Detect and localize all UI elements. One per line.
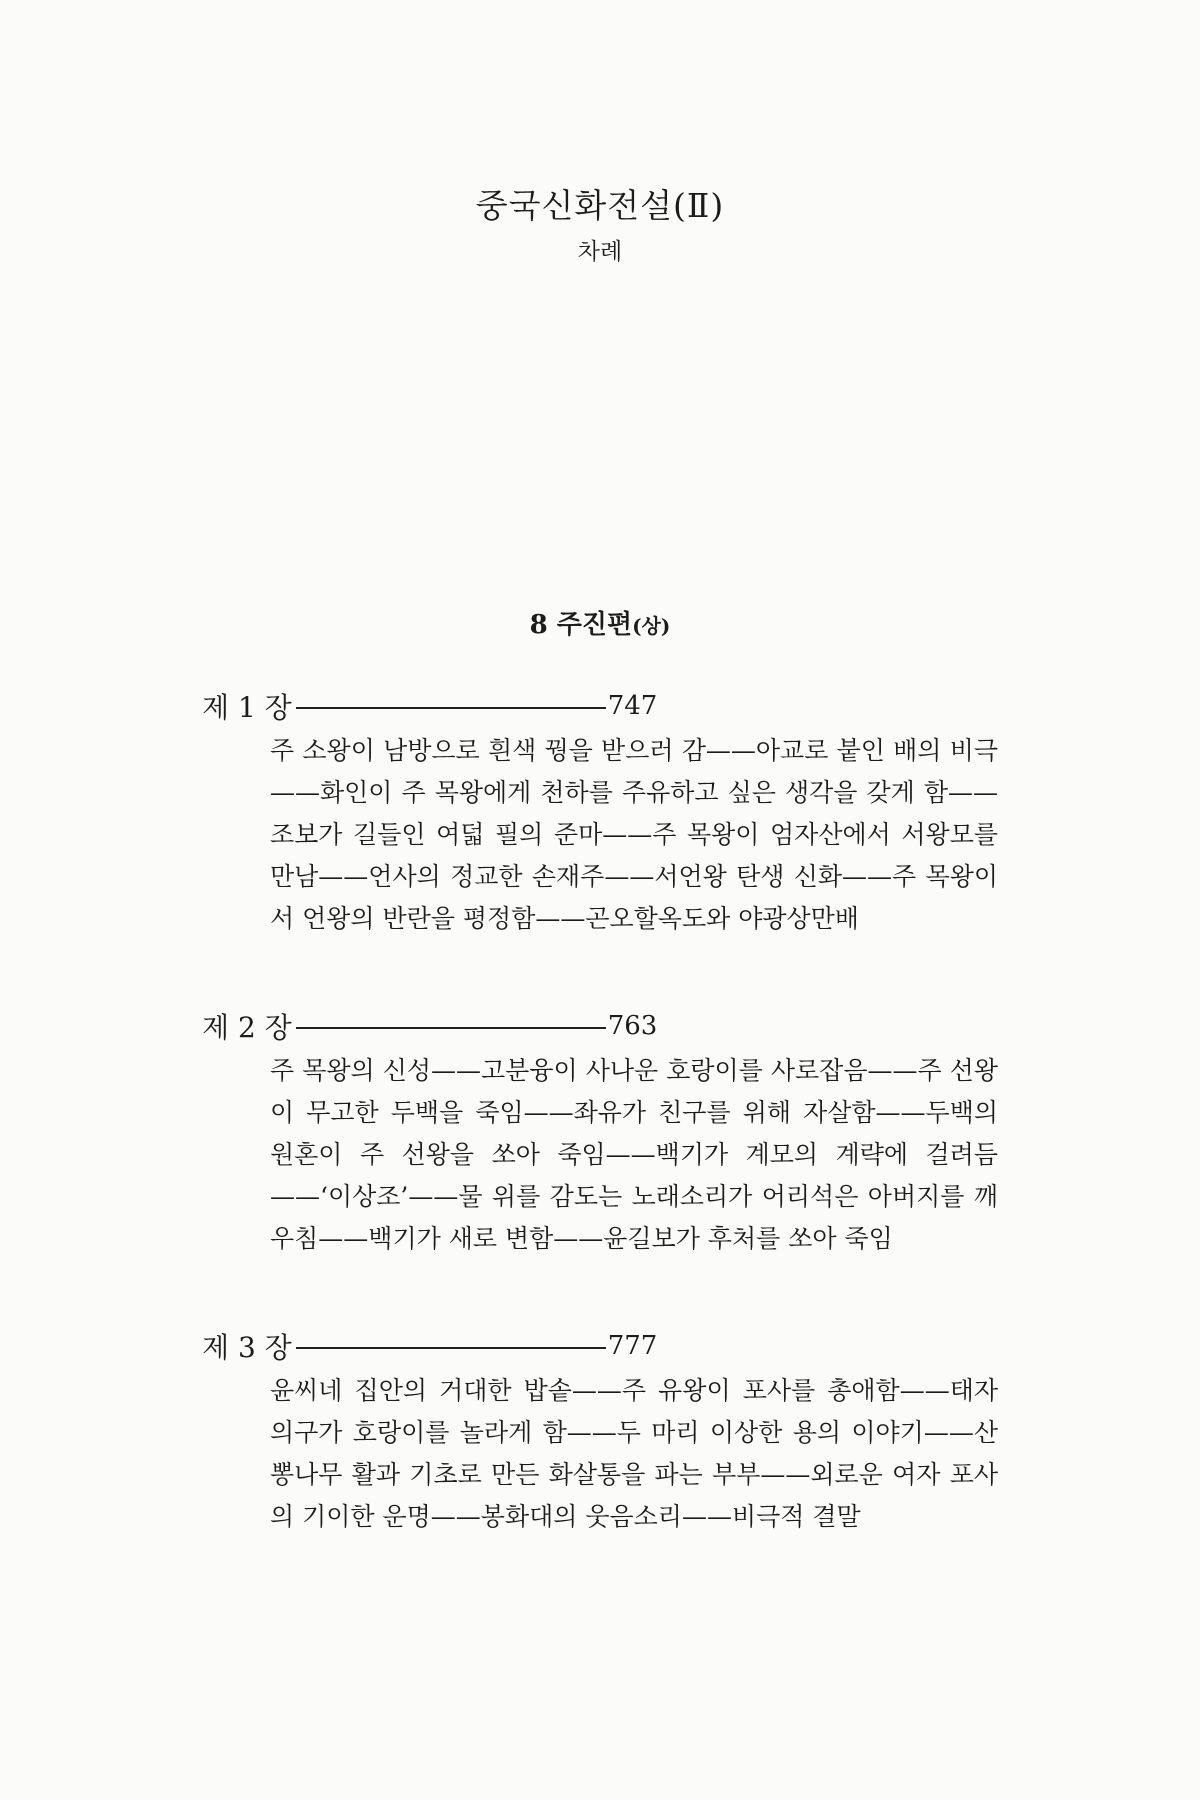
chapter-page-number: 777 [607,1331,658,1361]
part-suffix: (상) [632,614,671,638]
chapter-description: 주 소왕이 남방으로 흰색 꿩을 받으러 감——아교로 붙인 배의 비극——화인이 주 목왕에게 천하를 주유하고 싶은 생각을 갖게 함——조보가 길들인 여덟 필의 준마——주 목왕이 엄자산에서 서왕모를 만남——언사의 정교한 손재주——서언왕 탄생 신화——주 목왕이 서 언왕의 반란을 평정함——곤오할옥도와 야광상만배 [270,736,998,933]
part-number: 8 [529,610,548,640]
chapter-label: 제 2 장 [202,1011,292,1044]
dot-leader [296,1027,606,1029]
chapter-description: 주 목왕의 신성——고분융이 사나운 호랑이를 사로잡음——주 선왕이 무고한 두백을 죽임——좌유가 친구를 위해 자살함——두백의 원혼이 주 선왕을 쏘아 죽임——백기가 계모의 계략에 걸려듬——‘이상조’——물 위를 감도는 노래소리가 어리석은 아버지를 깨우침——백기가 새로 변함——윤길보가 후처를 쏘아 죽임 [270,1056,998,1253]
part-title: 주진편 [556,610,633,640]
book-title: 중국신화전설(Ⅱ) [475,186,725,225]
chapter-heading [202,1326,1002,1366]
toc-label: 차례 [577,239,623,265]
chapter-entry [202,1006,1002,1260]
chapter-page-number: 747 [607,691,658,721]
chapter-label: 제 1 장 [202,691,292,724]
dot-leader [296,1347,606,1349]
chapter-page-number: 763 [607,1011,658,1041]
dot-leader [296,707,606,709]
chapter-heading [202,1006,1002,1046]
chapter-description: 윤씨네 집안의 거대한 밥솥——주 유왕이 포사를 총애함——태자 의구가 호랑이를 놀라게 함——두 마리 이상한 용의 이야기——산뽕나무 활과 기초로 만든 화살통을 파는 부부——외로운 여자 포사의 기이한 운명——봉화대의 웃음소리——비극적 결말 [270,1376,998,1531]
chapter-label: 제 3 장 [202,1331,292,1364]
part-heading [0,604,1200,641]
chapter-heading [202,686,1002,726]
chapter-entry [202,1326,1002,1538]
chapter-entry [202,686,1002,940]
